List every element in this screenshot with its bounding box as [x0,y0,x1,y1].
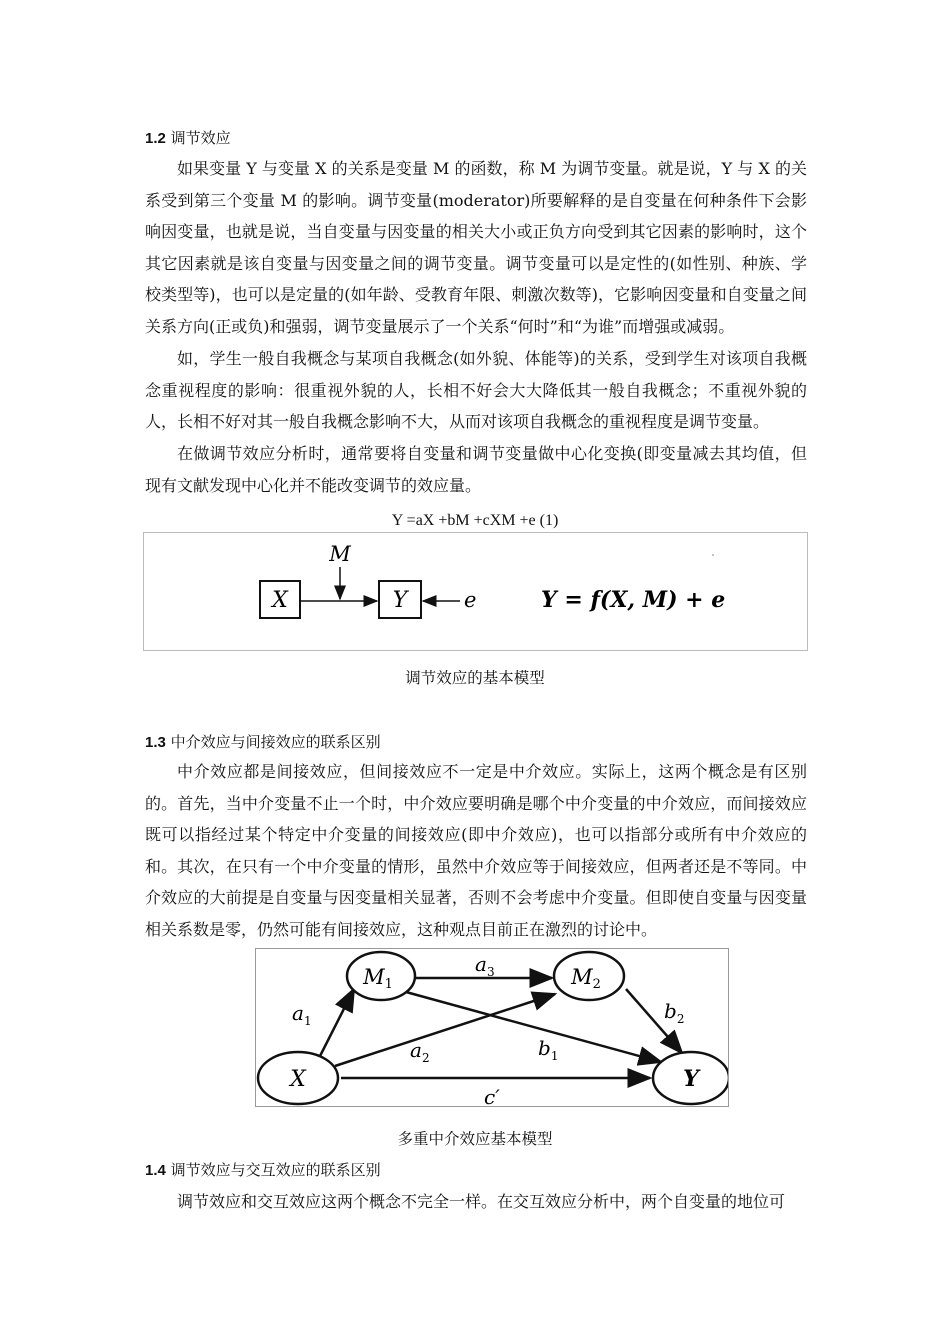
section-heading-1-3 [145,731,381,752]
moderation-diagram [144,533,807,650]
paragraph: 中介效应都是间接效应，但间接效应不一定是中介效应。实际上，这两个概念是有区别的。首先，当中介变量不止一个时，中介效应要明确是哪个中介变量的中介效应，而间接效应既可以指经过某个特定中介变量的间接效应(即中介效应)，也可以指部分或所有中介效应的和。其次，在只有一个中介变量的情形，虽然中介效应等于间接效应，但两者还是不等同。中介效应的大前提是自变量与因变量相关显著，否则不会考虑中介变量。但即使自变量与因变量相关系数是零，仍然可能有间接效应，这种观点目前正在激烈的讨论中。 [145,762,807,939]
mediation-figure [255,948,729,1107]
section-number: 1.4 [145,1162,166,1179]
section-heading-1-2 [145,127,231,148]
paragraph: 如果变量 Y 与变量 X 的关系是变量 M 的函数，称 M 为调节变量。就是说，Y 与 X 的关系受到第三个变量 M 的影响。调节变量(moderator)所要解释的是自变量在何种条件下会影响因变量，也就是说，当自变量与因变量的相关大小或正负方向受到其它因素的影响时，这个其它因素就是该自变量与因变量之间的调节变量。调节变量可以是定性的(如性别、种族、学校类型等)，也可以是定量的(如年龄、受教育年限、刺激次数等)，它影响因变量和自变量之间关系方向(正或负)和强弱，调节变量展示了一个关系“何时”和“为谁”而增强或减弱。 [145,159,807,336]
m-label: M [329,542,351,566]
paragraph: 在做调节效应分析时，通常要将自变量和调节变量做中心化变换(即变量减去其均值，但现有文献发现中心化并不能改变调节的效应量。 [145,444,807,495]
a1-path [318,989,354,1060]
b1-path [406,992,661,1062]
moderation-figure [143,532,808,651]
section-title: 调节效应 [170,129,231,147]
model-formula: Y = f(X, M) + e [541,587,726,613]
section-number: 1.2 [145,130,166,147]
x-label: X [272,588,288,613]
section-title: 中介效应与间接效应的联系区别 [170,733,381,751]
equation: Y =aX +bM +cXM +e (1) [391,512,559,529]
b1-label: $b_1$ [538,1036,559,1063]
x-node-label: X [290,1067,306,1092]
dot-mark [712,554,714,556]
a1-label: $a_1$ [292,1001,312,1028]
section-title: 调节效应与交互效应的联系区别 [170,1161,381,1179]
y-label: Y [392,588,408,613]
a2-label: $a_2$ [410,1038,430,1065]
m1-label: M1 [363,965,393,992]
figure-caption: 调节效应的基本模型 [405,669,545,687]
m2-label: M2 [571,965,601,992]
y-node-label: Y [683,1066,699,1092]
section-heading-1-4 [145,1159,381,1180]
mediation-diagram [256,949,728,1106]
paragraph: 如，学生一般自我概念与某项自我概念(如外貌、体能等)的关系，受到学生对该项自我概念重视程度的影响：很重视外貌的人，长相不好会大大降低其一般自我概念；不重视外貌的人，长相不好对其一般自我概念影响不大，从而对该项自我概念的重视程度是调节变量。 [145,349,807,431]
e-label: e [464,588,477,612]
a3-label: $a_3$ [475,952,495,979]
paragraph: 调节效应和交互效应这两个概念不完全一样。在交互效应分析中，两个自变量的地位可 [177,1192,786,1211]
figure-caption: 多重中介效应基本模型 [397,1130,553,1148]
c-prime-label: c′ [484,1085,500,1106]
b2-label: $b_2$ [664,999,685,1026]
a2-path [335,994,555,1066]
section-number: 1.3 [145,734,166,751]
